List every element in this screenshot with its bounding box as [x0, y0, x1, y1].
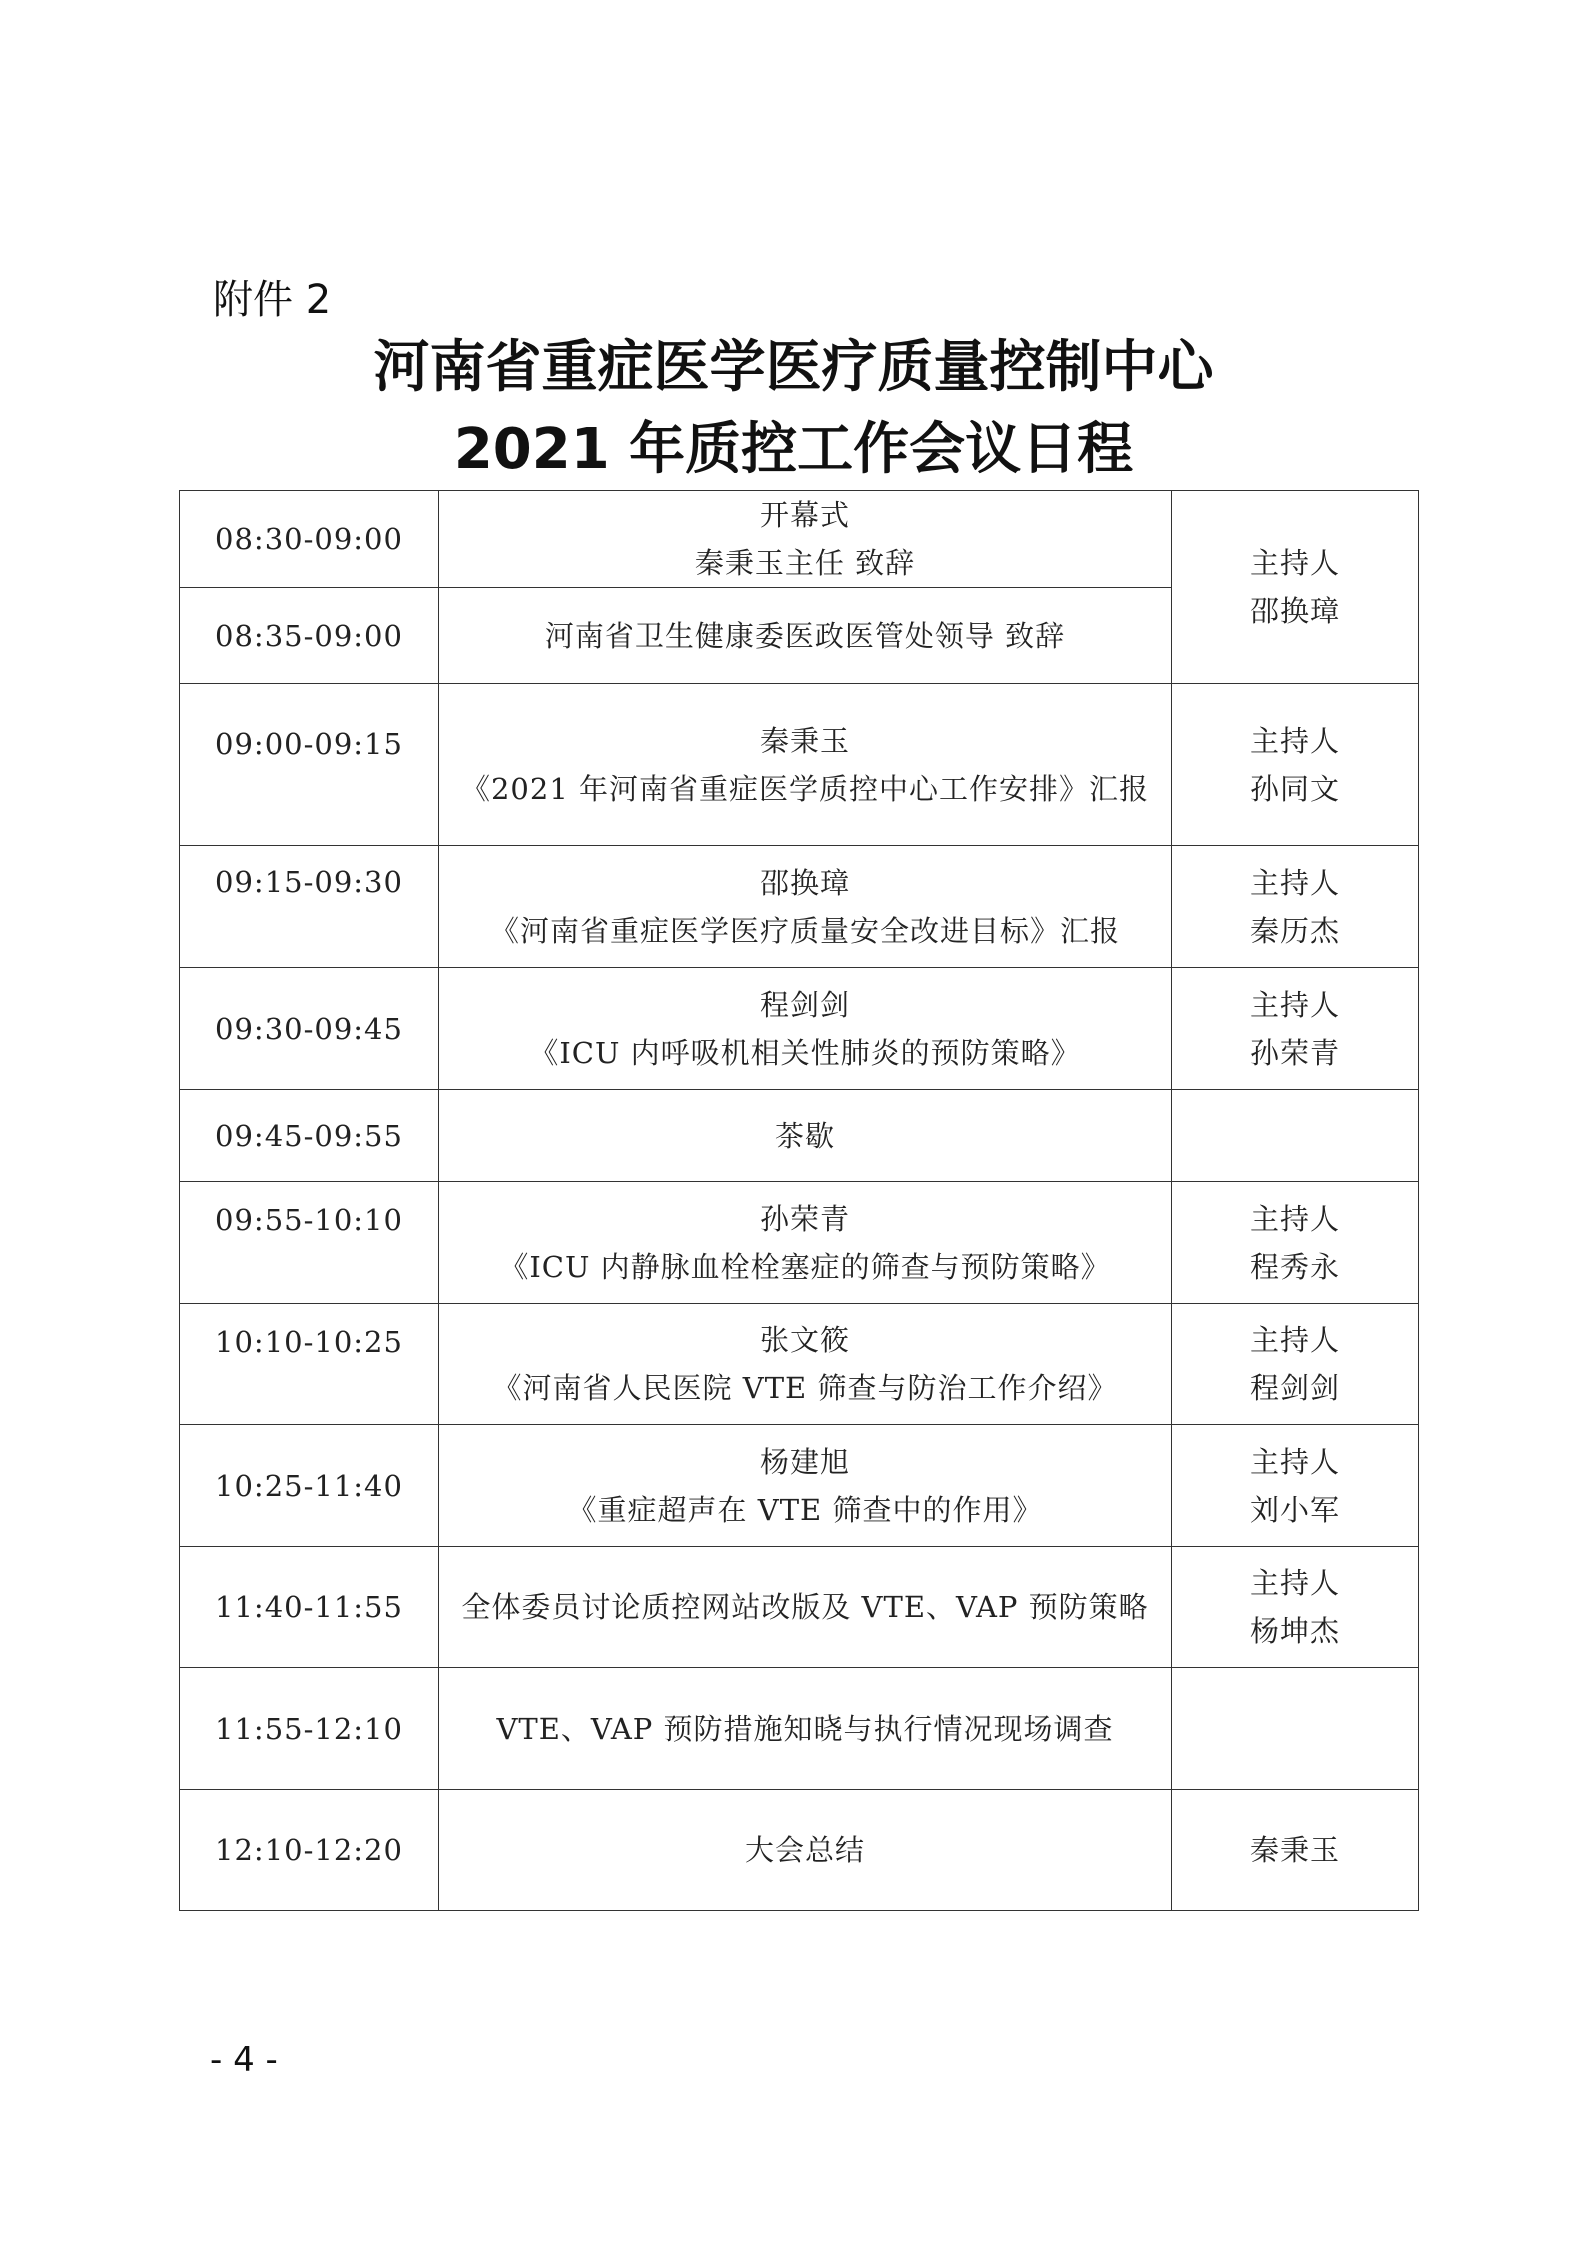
- content-cell: [439, 491, 1172, 588]
- content-line: 《河南省人民医院 VTE 筛查与防治工作介绍》: [492, 1371, 1118, 1405]
- time-cell: 09:55-10:10: [180, 1182, 439, 1304]
- content-line: 程剑剑: [759, 987, 850, 1022]
- content-cell: [439, 684, 1172, 846]
- host-name: 程剑剑: [1249, 1371, 1340, 1405]
- content-line: 《ICU 内呼吸机相关性肺炎的预防策略》: [529, 1035, 1081, 1070]
- content-line: 《河南省重症医学医疗质量安全改进目标》汇报: [489, 913, 1120, 948]
- host-name: 秦历杰: [1249, 913, 1340, 948]
- content-cell: [439, 1547, 1172, 1668]
- content-cell: [439, 1790, 1172, 1911]
- host-cell: [1172, 1668, 1419, 1790]
- document-title-line1: 河南省重症医学医疗质量控制中心: [373, 335, 1214, 400]
- host-label: 主持人: [1249, 1201, 1340, 1236]
- content-line: 邵换璋: [759, 865, 850, 900]
- content-cell: [439, 588, 1172, 684]
- host-name: 孙同文: [1249, 771, 1340, 806]
- content-line: 秦秉玉主任 致辞: [694, 546, 916, 580]
- schedule-row: [180, 1425, 1419, 1547]
- host-cell: [1172, 1090, 1419, 1182]
- content-line: 大会总结: [744, 1833, 865, 1867]
- schedule-row: [180, 491, 1419, 588]
- schedule-row: [180, 1304, 1419, 1425]
- host-cell: [1172, 684, 1419, 846]
- time-cell: 08:35-09:00: [180, 588, 439, 684]
- content-line: 《ICU 内静脉血栓栓塞症的筛查与预防策略》: [499, 1249, 1111, 1284]
- content-line: 秦秉玉: [759, 723, 850, 758]
- host-name: 杨坤杰: [1249, 1614, 1340, 1648]
- host-cell: [1172, 1182, 1419, 1304]
- host-label: 主持人: [1249, 723, 1340, 758]
- content-cell: [439, 1182, 1172, 1304]
- schedule-row: [180, 1090, 1419, 1182]
- host-name: 邵换璋: [1249, 594, 1340, 628]
- content-line: VTE、VAP 预防措施知晓与执行情况现场调查: [496, 1711, 1114, 1746]
- attachment-label: 附件 2: [213, 277, 332, 323]
- host-cell: [1172, 1547, 1419, 1668]
- host-cell: [1172, 1790, 1419, 1911]
- content-line: 全体委员讨论质控网站改版及 VTE、VAP 预防策略: [461, 1590, 1149, 1624]
- host-name: 刘小军: [1249, 1492, 1340, 1527]
- time-cell: 11:55-12:10: [180, 1668, 439, 1790]
- host-cell: [1172, 491, 1419, 684]
- time-cell: 10:25-11:40: [180, 1425, 439, 1547]
- host-name: 程秀永: [1249, 1249, 1340, 1284]
- schedule-row: [180, 968, 1419, 1090]
- content-line: 《2021 年河南省重症医学质控中心工作安排》汇报: [460, 771, 1150, 806]
- host-label: 主持人: [1249, 1444, 1340, 1479]
- host-cell: [1172, 968, 1419, 1090]
- time-cell: 08:30-09:00: [180, 491, 439, 588]
- schedule-row: [180, 1790, 1419, 1911]
- content-line: 河南省卫生健康委医政医管处领导 致辞: [544, 618, 1066, 653]
- content-line: 《重症超声在 VTE 筛查中的作用》: [567, 1492, 1043, 1527]
- host-cell: [1172, 1304, 1419, 1425]
- time-cell: 11:40-11:55: [180, 1547, 439, 1668]
- time-cell: 09:00-09:15: [180, 684, 439, 846]
- schedule-row: [180, 1668, 1419, 1790]
- page-number: - 4 -: [210, 2040, 278, 2080]
- content-line: 孙荣青: [759, 1201, 850, 1236]
- host-label: 主持人: [1249, 546, 1340, 580]
- host-cell: [1172, 846, 1419, 968]
- content-cell: [439, 968, 1172, 1090]
- time-cell: 12:10-12:20: [180, 1790, 439, 1911]
- content-line: 杨建旭: [759, 1444, 850, 1479]
- host-cell: [1172, 1425, 1419, 1547]
- content-cell: [439, 1668, 1172, 1790]
- content-cell: [439, 1090, 1172, 1182]
- content-cell: [439, 846, 1172, 968]
- host-label: 主持人: [1249, 1323, 1340, 1357]
- host-name: 秦秉玉: [1249, 1833, 1340, 1867]
- time-cell: 10:10-10:25: [180, 1304, 439, 1425]
- host-label: 主持人: [1249, 865, 1340, 900]
- schedule-row: [180, 1182, 1419, 1304]
- host-label: 主持人: [1249, 1566, 1340, 1600]
- content-line: 茶歇: [774, 1118, 835, 1153]
- content-line: 张文筱: [759, 1323, 850, 1357]
- schedule-table: [179, 490, 1419, 1911]
- content-cell: [439, 1425, 1172, 1547]
- time-cell: 09:15-09:30: [180, 846, 439, 968]
- host-label: 主持人: [1249, 987, 1340, 1022]
- schedule-row: [180, 1547, 1419, 1668]
- content-cell: [439, 1304, 1172, 1425]
- schedule-row: [180, 684, 1419, 846]
- time-cell: 09:30-09:45: [180, 968, 439, 1090]
- schedule-row: [180, 846, 1419, 968]
- time-cell: 09:45-09:55: [180, 1090, 439, 1182]
- document-title-line2: 2021 年质控工作会议日程: [453, 417, 1134, 482]
- host-name: 孙荣青: [1249, 1035, 1340, 1070]
- content-line: 开幕式: [759, 498, 850, 532]
